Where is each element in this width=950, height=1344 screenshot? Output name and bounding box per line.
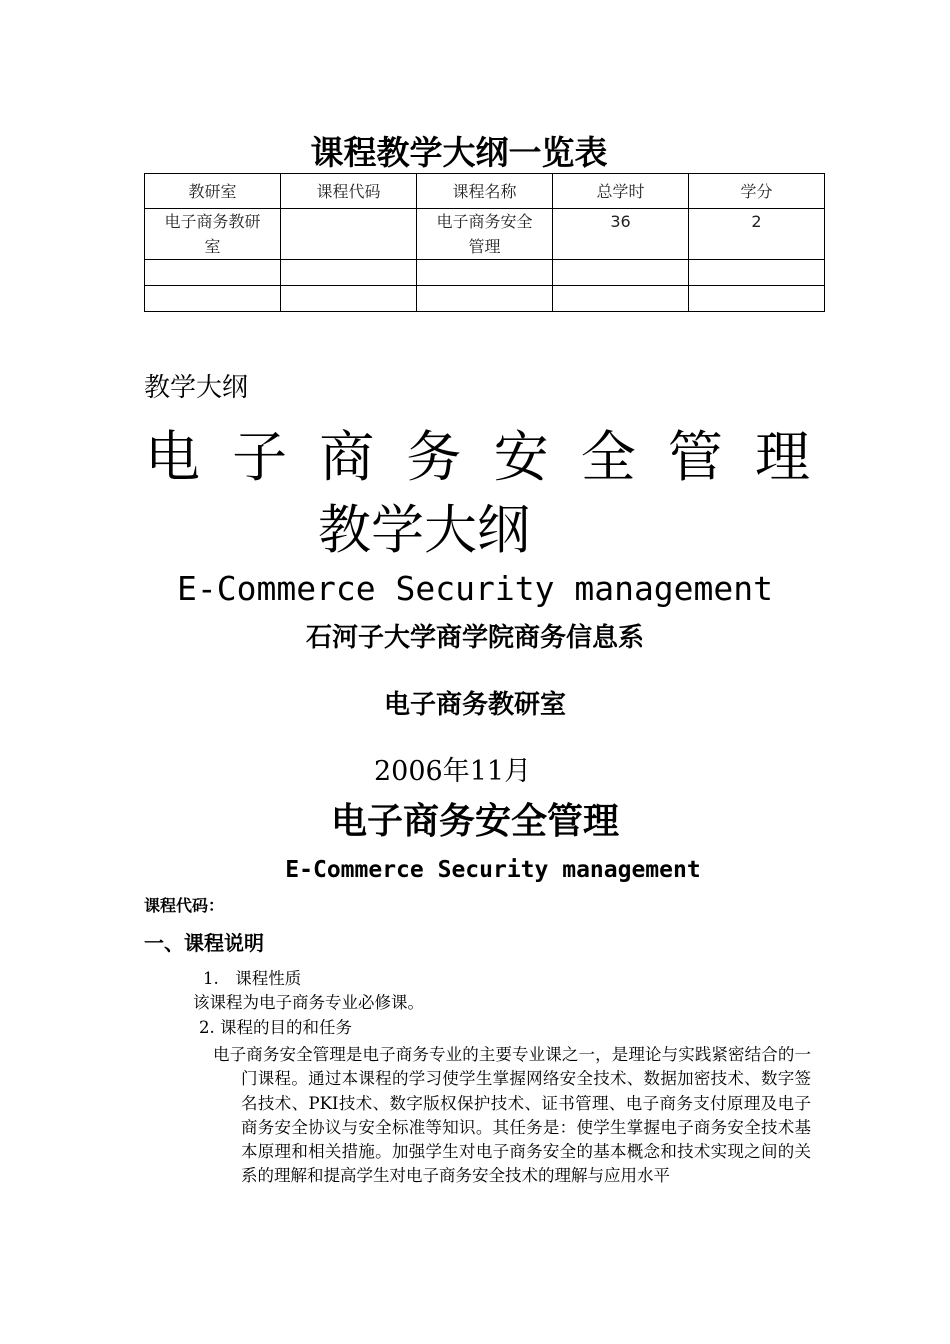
cell-name-line2: 管理	[468, 237, 501, 256]
cell-office-line2: 室	[204, 237, 221, 256]
cover-title-line1	[145, 422, 810, 492]
paragraph: 电子商务安全管理是电子商务专业的主要专业课之一，是理论与实践紧密结合的一门课程。通过本课程的学习使学生掌握网络安全技术、数据加密技术、数字签名技术、PKI技术、数字版权保护技术、证书管理、电子商务支付原理及电子商务安全协议与安全标准等知识。其任务是：使学生掌握电子商务安全技术基本原理和相关措施。加强学生对电子商务安全的基本概念和技术实现之间的关系的理解和提高学生对电子商务安全技术的理解与应用水平	[213, 1045, 811, 1186]
subsection-heading: 2. 课程的目的和任务	[199, 1018, 352, 1037]
cell-office-line1: 电子商务教研	[164, 212, 261, 231]
table-header-row	[145, 174, 825, 209]
cell-credits: 2	[689, 209, 825, 260]
cover-title-char: 安	[493, 425, 549, 489]
course-title: 电子商务安全管理	[330, 801, 619, 842]
syllabus-label: 教学大纲	[144, 373, 249, 403]
cover-title-char: 理	[754, 425, 810, 489]
table-row	[145, 209, 825, 260]
subsection-heading: 1. 课程性质	[203, 969, 302, 988]
table-row-empty	[145, 286, 825, 312]
cover-title-char: 子	[232, 425, 288, 489]
cell-name-line1: 电子商务安全	[436, 212, 533, 231]
section-heading: 一、课程说明	[144, 931, 264, 955]
cell-office	[145, 209, 281, 260]
cover-title-char: 电	[145, 425, 201, 489]
cover-english-title: E-Commerce Security management	[176, 569, 774, 608]
empty-cell	[417, 260, 553, 286]
header-cell-hours: 总学时	[553, 174, 689, 209]
cover-title-char: 商	[319, 425, 375, 489]
teaching-office: 电子商务教研室	[383, 690, 566, 720]
empty-cell	[417, 286, 553, 312]
header-cell-office: 教研室	[145, 174, 281, 209]
table-row-empty	[145, 260, 825, 286]
paragraph: 该课程为电子商务专业必修课。	[193, 993, 424, 1012]
empty-cell	[145, 260, 281, 286]
header-cell-name: 课程名称	[417, 174, 553, 209]
course-title-english: E-Commerce Security management	[285, 857, 701, 883]
cover-title-char: 务	[406, 425, 462, 489]
cover-title-char: 全	[580, 425, 636, 489]
cell-hours: 36	[553, 209, 689, 260]
empty-cell	[145, 286, 281, 312]
cover-date: 2006年11月	[374, 756, 532, 787]
header-cell-credits: 学分	[689, 174, 825, 209]
course-code-label: 课程代码：	[144, 896, 225, 915]
empty-cell	[281, 260, 417, 286]
empty-cell	[281, 286, 417, 312]
cell-name	[417, 209, 553, 260]
empty-cell	[553, 260, 689, 286]
course-overview-table	[144, 173, 825, 312]
header-cell-code: 课程代码	[281, 174, 417, 209]
table-title: 课程教学大纲一览表	[310, 133, 608, 172]
cell-code	[281, 209, 417, 260]
cover-title-char: 管	[667, 425, 723, 489]
department-name: 石河子大学商学院商务信息系	[305, 623, 644, 653]
empty-cell	[689, 286, 825, 312]
empty-cell	[689, 260, 825, 286]
cover-title-line2: 教学大纲	[318, 500, 530, 561]
empty-cell	[553, 286, 689, 312]
